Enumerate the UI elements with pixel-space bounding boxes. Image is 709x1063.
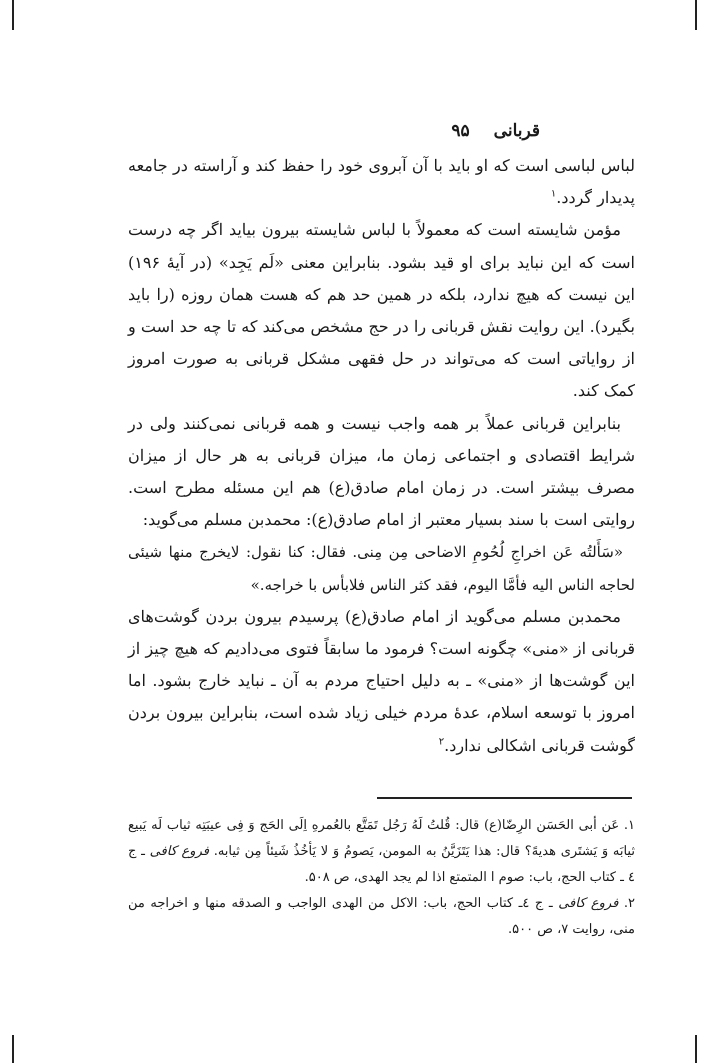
footnotes — [128, 813, 635, 943]
footnote-1-reference: ـ ج ٤ ـ کتاب الحج، باب: صوم ا المتمتع اذا لم یجد الهدی، ص ۵۰۸. — [128, 844, 635, 885]
crop-mark-top-right — [695, 0, 697, 30]
paragraph-4-text: محمدبن مسلم می‌گوید از امام صادق(ع) پرسیدم بیرون بردن گوشت‌های قربانی از «منی» چگونه است؟ فرمود ما سابقاً فتوی می‌دادیم که هیچ چیز از این گوشت‌ها از «منی» ـ به دلیل احتیاج مردم به آن ـ نباید خارج بشود. اما امروز با توسعه اسلام، عدهٔ مردم خیلی زیاد شده است، بنابراین بیرون بردن گوشت قربانی اشکالی ندارد. — [128, 606, 635, 755]
paragraph-4 — [128, 601, 635, 762]
footnote-ref-1: ۱ — [550, 188, 557, 200]
crop-mark-bottom-right — [695, 1035, 697, 1063]
chapter-title: قربانی — [493, 121, 540, 141]
footnote-1 — [128, 813, 635, 891]
footnote-ref-2: ۲ — [438, 736, 445, 748]
footnote-2 — [128, 891, 635, 943]
footnote-1-number: ۱. — [623, 818, 635, 833]
running-header — [110, 115, 540, 147]
crop-mark-top-left — [12, 0, 14, 30]
footnote-1-source: فروع کافی — [149, 844, 209, 859]
footnote-2-source: فروع کافی — [558, 896, 619, 911]
crop-mark-bottom-left — [12, 1035, 14, 1063]
hadith-quote: «سَأَلتُه عَن اخراجِ لُحُومِ الاضاحی مِن مِنی. فقال: کنا نقول: لایخرج منها شیئی لحاجه الناس الیه فأمَّا الیوم، فقد کثر الناس فلابأس با خراجه.» — [128, 543, 635, 594]
footnote-2-number: ۲. — [623, 896, 635, 911]
paragraph-2: مؤمن شایسته است که معمولاً با لباس شایسته بیرون بیاید اگر چه درست است که این نباید برای او قید بشود. بنابراین معنی «لَم یَجِد» (در آیهٔ ۱۹۶) این نیست که هیچ ندارد، بلکه در همین حد هم که هست همان روزه (را باید بگیرد). این روایت نقش قربانی را در حج مشخص می‌کند که تا چه حد است و از روایاتی است که می‌تواند در حل فقهی مشکل قربانی به صورت امروز کمک کند. — [128, 220, 635, 401]
paragraph-3: بنابراین قربانی عملاً بر همه واجب نیست و همه قربانی نمی‌کنند ولی در شرایط اقتصادی و اجتماعی زمان ما، میزان قربانی به هر حال از میزان مصرف بیشتر است. در زمان امام صادق(ع) هم این مسئله مطرح است. روایتی است با سند بسیار معتبر از امام صادق(ع): محمدبن مسلم می‌گوید: — [128, 413, 635, 530]
paragraph-1 — [128, 150, 635, 214]
footnote-1-text: عَن أبی الحَسَن الرِضّا(ع) قال: قُلتُ لَهُ رَجُل تَمَتَّع بالعُمرهِ اِلَی الحَج وَ فِی عیبَتِه ثیاب لَه یَبیع ثیابَه وَ یَشتَری هدیهً؟ قال: هذا یَتَزَیَّنُ به المومن، یَصومُ وَ لا یَأخُذُ شَیئاً مِن ثیابه. — [128, 818, 635, 859]
footnote-2-reference: ـ ج ٤ـ کتاب الحج، باب: الاکل من الهدی الواجب و الصدقه منها و اخراجه من منی، روایت ۷، ص ۵۰۰. — [128, 896, 635, 937]
paragraph-1-text: لباس لباسی است که او باید با آن آبروی خود را حفظ کند و آراسته در جامعه پدیدار گردد. — [128, 156, 635, 208]
main-text — [128, 150, 635, 762]
page-number: ۹۵ — [451, 121, 470, 141]
footnote-separator — [377, 797, 632, 799]
